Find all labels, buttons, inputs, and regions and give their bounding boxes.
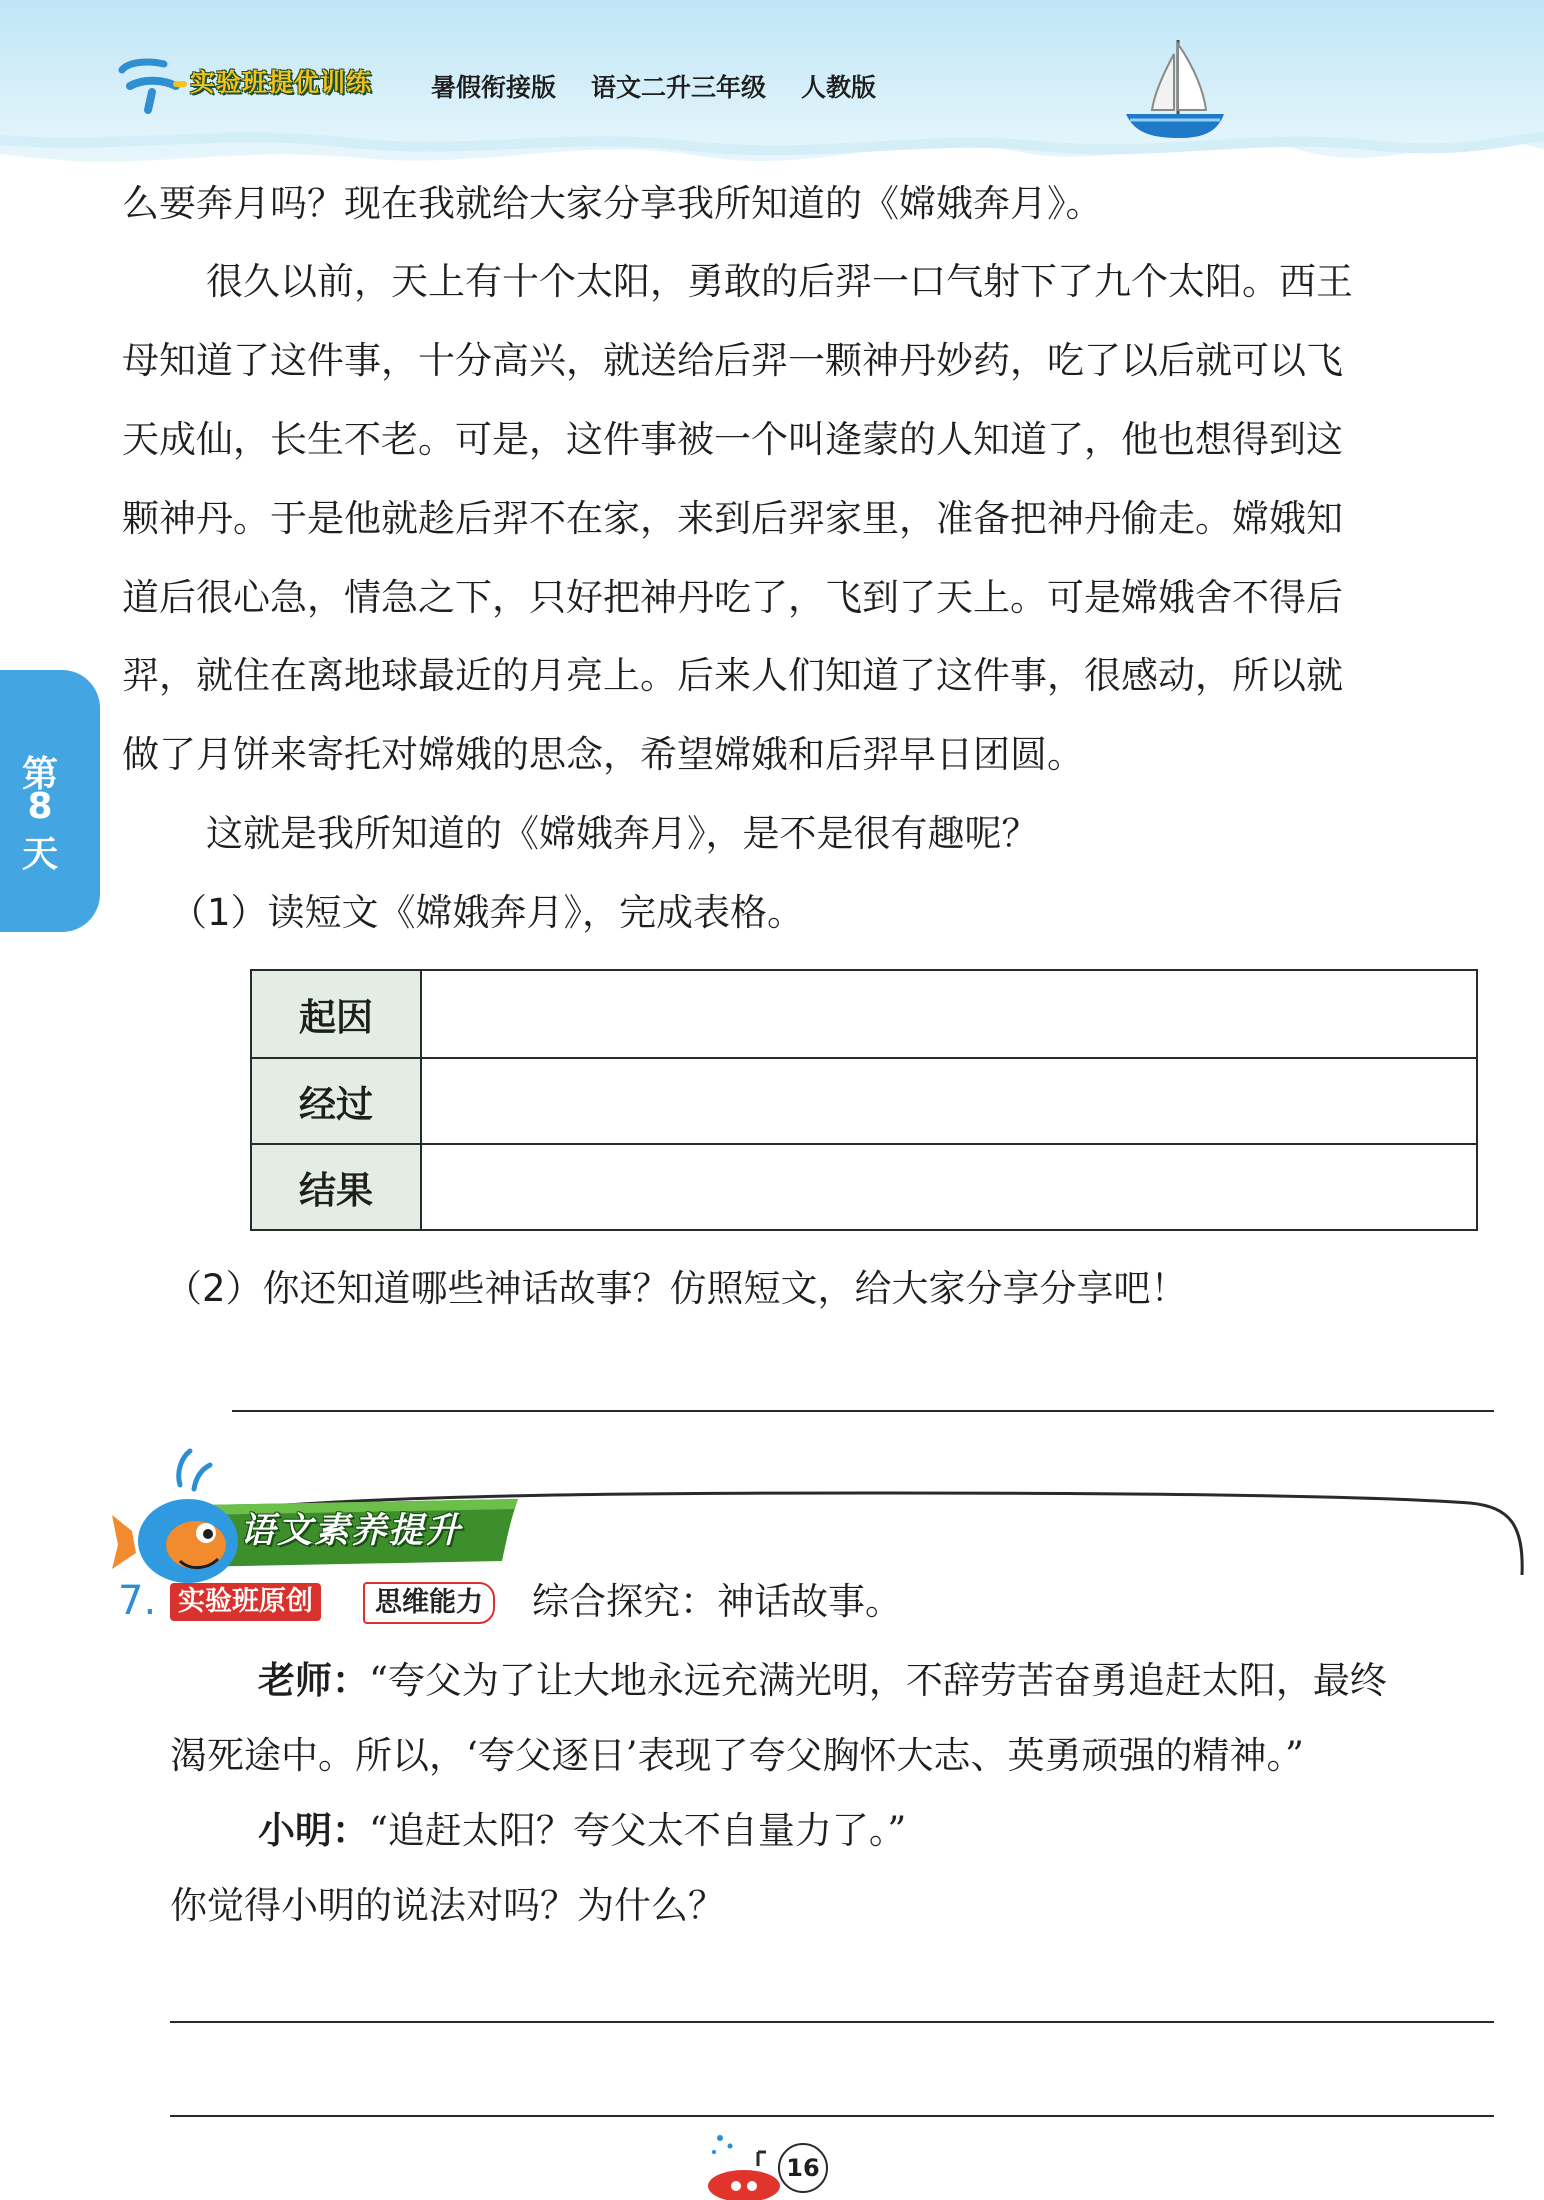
table-row: [252, 1057, 1476, 1143]
ming-quote: “追赶太阳？夸父太不自量力了。”: [369, 1809, 907, 1852]
passage-line: 很久以前，天上有十个太阳，勇敢的后羿一口气射下了九个太阳。西王: [206, 260, 1353, 303]
skill-tag: 思维能力: [363, 1582, 495, 1624]
table-row-label: 结果: [252, 1145, 422, 1229]
answer-line[interactable]: [232, 1410, 1494, 1412]
passage-line: 做了月饼来寄托对嫦娥的思念，希望嫦娥和后羿早日团圆。: [122, 733, 1084, 776]
passage-line: 颗神丹。于是他就趁后羿不在家，来到后羿家里，准备把神丹偷走。嫦娥知: [122, 497, 1343, 540]
day-tab-suffix: 天: [21, 834, 58, 875]
header-publisher: 人教版: [801, 73, 877, 102]
fish-mascot-icon: [112, 1451, 238, 1583]
answer-line[interactable]: [170, 2115, 1494, 2117]
teacher-quote: “夸父为了让大地永远充满光明，不辞劳苦奋勇追赶太阳，最终: [369, 1659, 1387, 1702]
submarine-icon: [700, 2130, 790, 2200]
question-1-prompt: （1）读短文《嫦娥奔月》，完成表格。: [170, 891, 805, 934]
ming-speaker: 小明：: [258, 1809, 369, 1852]
table-row: [252, 1143, 1476, 1229]
teacher-speaker: 老师：: [258, 1659, 369, 1702]
question-2-prompt: （2）你还知道哪些神话故事？仿照短文，给大家分享分享吧！: [165, 1267, 1188, 1310]
teacher-quote-line-1: [258, 1657, 1387, 1705]
table-row-label: 起因: [252, 971, 422, 1057]
passage-line: 羿，就住在离地球最近的月亮上。后来人们知道了这件事，很感动，所以就: [122, 654, 1343, 697]
passage-line: 母知道了这件事，十分高兴，就送给后羿一颗神丹妙药，吃了以后就可以飞: [122, 339, 1343, 382]
story-table: [250, 969, 1478, 1231]
section-title: 语文素养提升: [240, 1511, 463, 1551]
process-answer-cell[interactable]: [422, 1059, 1476, 1143]
ming-quote-line: [258, 1807, 906, 1855]
passage-line: 道后很心急，情急之下，只好把神丹吃了，飞到了天上。可是嫦娥舍不得后: [122, 576, 1343, 619]
teacher-quote-line-2: 渴死途中。所以，‘夸父逐日’表现了夸父胸怀大志、英勇顽强的精神。”: [170, 1734, 1304, 1777]
page-number: 16: [778, 2143, 828, 2193]
table-row-label: 经过: [252, 1059, 422, 1143]
day-tab: [0, 670, 100, 932]
header-edition: 暑假衔接版: [431, 73, 557, 102]
answer-line[interactable]: [170, 2021, 1494, 2023]
passage-line: 这就是我所知道的《嫦娥奔月》，是不是很有趣呢？: [206, 812, 1039, 855]
day-tab-number: 8: [27, 786, 53, 827]
passage-line: 么要奔月吗？现在我就给大家分享我所知道的《嫦娥奔月》。: [122, 182, 1103, 225]
question-7-number: 7.: [118, 1578, 157, 1624]
cause-answer-cell[interactable]: [422, 971, 1476, 1057]
day-tab-prefix: 第: [21, 754, 58, 795]
original-tag: 实验班原创: [170, 1583, 321, 1621]
passage-line: 天成仙，长生不老。可是，这件事被一个叫逄蒙的人知道了，他也想得到这: [122, 418, 1343, 461]
result-answer-cell[interactable]: [422, 1145, 1476, 1229]
brand-title: 实验班提优训练: [190, 68, 373, 97]
question-7-title: 综合探究：神话故事。: [532, 1580, 902, 1623]
table-row: [252, 971, 1476, 1057]
header-grade: 语文二升三年级: [591, 73, 767, 102]
question-7-ask: 你觉得小明的说法对吗？为什么？: [170, 1884, 725, 1927]
sailboat-icon: [1120, 36, 1230, 144]
